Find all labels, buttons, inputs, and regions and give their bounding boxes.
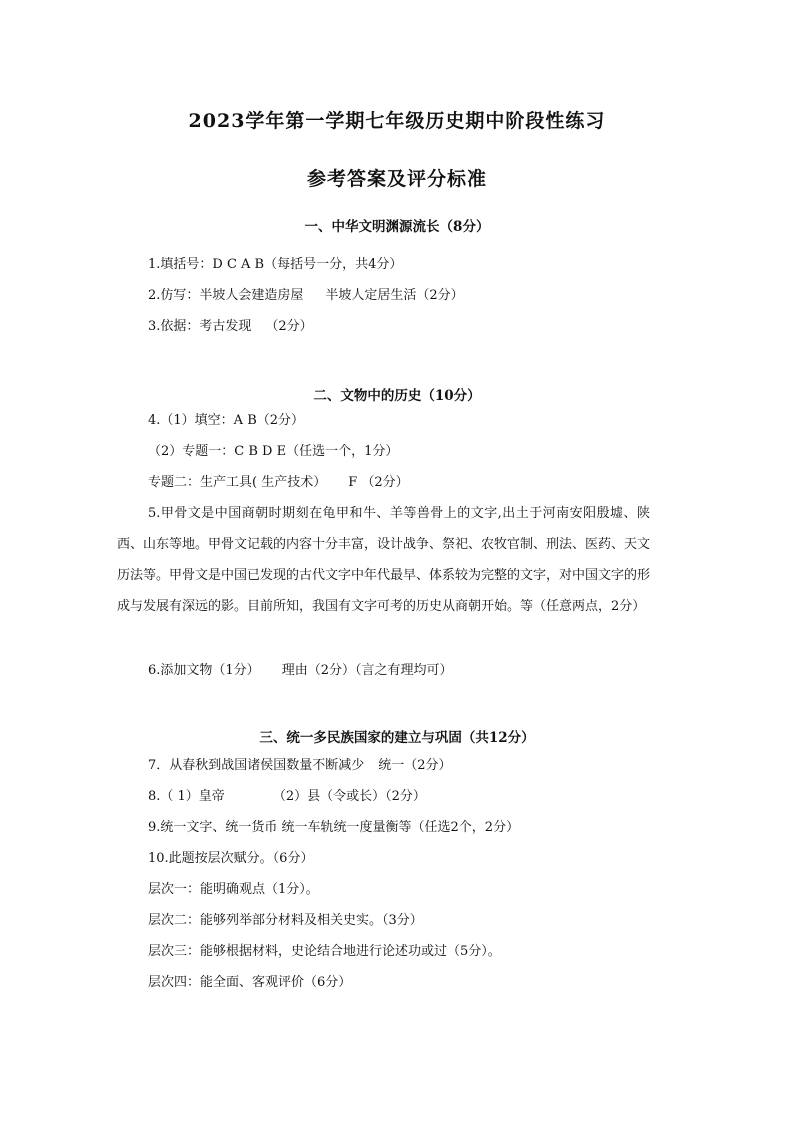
answer-9: 9.统一文字、统一货币 统一车轨统一度量衡等（任选2个，2分） (148, 820, 520, 835)
answer-4-2: （2）专题一：C B D E（任选一个，1分） (148, 444, 399, 459)
answer-8 (148, 789, 426, 805)
answer-10-level-2: 层次二：能够列举部分材料及相关史实。（3分） (148, 913, 423, 928)
answer-2-part-a: 2.仿写：半坡人会建造房屋 (148, 288, 304, 303)
answer-3 (148, 319, 313, 335)
answer-8-part-b: （2）县（令或长）（2分） (272, 789, 426, 804)
answer-10-level-1: 层次一：能明确观点（1分）。 (148, 882, 319, 897)
answer-6-part-a: 6.添加文物（1分） (148, 663, 260, 678)
section-2-heading: 二、文物中的历史（10分） (313, 388, 481, 404)
page-title: 2023学年第一学期七年级历史期中阶段性练习 (188, 110, 606, 132)
answer-4-3-part-a: 专题二：生产工具( 生产技术） (148, 475, 327, 490)
answer-7-part-b: 统一（2分） (378, 758, 452, 773)
answer-5-paragraph: 5.甲骨文是中国商朝时期刻在龟甲和牛、羊等兽骨上的文字,出土于河南安阳殷墟、陕西、山东等地。甲骨文记载的内容十分丰富，设计战争、祭祀、农牧官制、刑法、医药、天文历法等。甲骨文是中国已发现的古代文字中年代最早、体系较为完整的文字，对中国文字的形成与发展有深远的影。目前所知，我国有文字可考的历史从商朝开始。等（任意两点，2分） (117, 506, 651, 614)
answer-6-part-b: 理由（2分）（言之有理均可） (281, 663, 453, 678)
answer-4-3 (148, 475, 409, 491)
answer-10-level-4: 层次四：能全面、客观评价（6分） (148, 975, 352, 990)
answer-4-1: 4.（1）填空：A B（2分） (148, 413, 305, 428)
answer-3-part-b: （2分） (265, 319, 313, 334)
section-1-heading: 一、中华文明渊源流长（8分） (304, 219, 490, 235)
answer-2-part-b: 半坡人定居生活（2分） (325, 288, 464, 303)
answer-10-level-3: 层次三：能够根据材料，史论结合地进行论述功或过（5分）。 (148, 944, 501, 959)
answer-3-part-a: 3.依据：考古发现 (148, 319, 252, 334)
answer-2 (148, 288, 464, 304)
answer-10: 10.此题按层次赋分。（6分） (148, 851, 314, 866)
answer-1: 1.填括号：D C A B（每括号一分，共4分） (148, 257, 403, 272)
answer-6 (148, 663, 452, 679)
section-3-heading: 三、统一多民族国家的建立与巩固（共12分） (259, 730, 535, 746)
answer-4-3-part-b: F （2分） (348, 475, 409, 490)
answer-8-part-a: 8.（ 1）皇帝 (148, 789, 225, 804)
answer-7-part-a: 7．从春秋到战国诸侯国数量不断减少 (148, 758, 365, 773)
page-subtitle: 参考答案及评分标准 (306, 168, 487, 190)
answer-7 (148, 758, 452, 774)
